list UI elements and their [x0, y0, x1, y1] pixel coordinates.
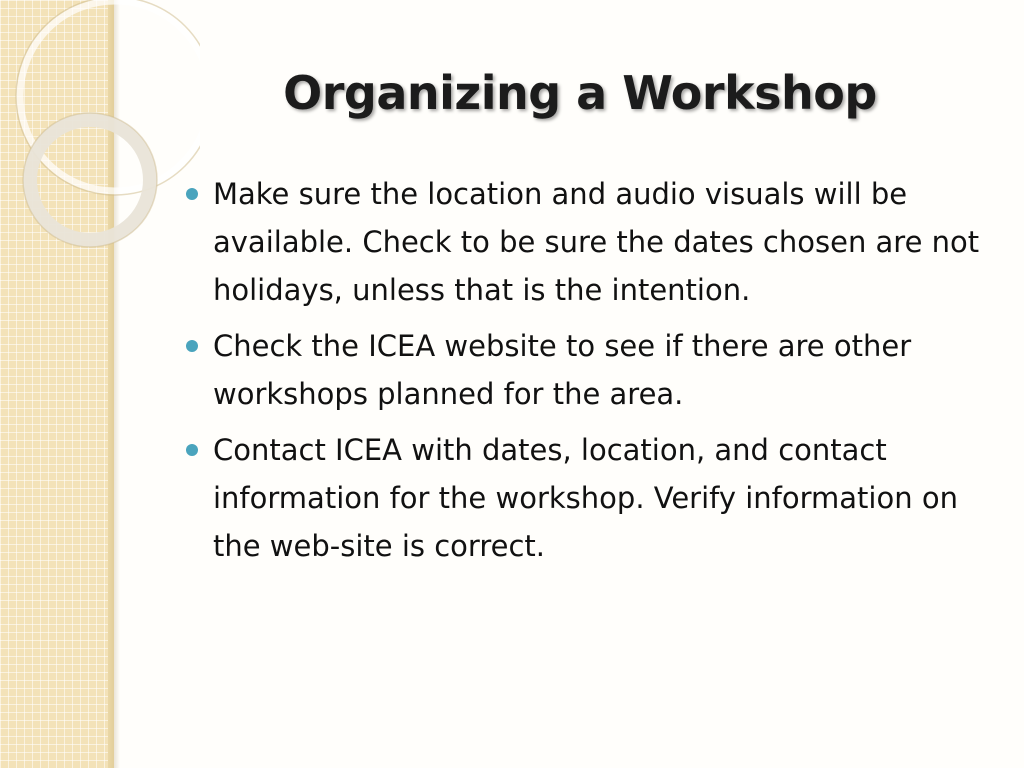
bullet-item-website: [186, 322, 996, 418]
decorative-ring-small-outline: [23, 113, 157, 247]
bullet-text: Check the ICEA website to see if there are other workshops planned for the area.: [213, 329, 912, 411]
bullet-text: Contact ICEA with dates, location, and contact information for the workshop. Verify information on the web-site is correct.: [213, 433, 958, 563]
bullet-dot-icon: [186, 188, 198, 200]
bullet-dot-icon: [186, 340, 198, 352]
bullet-item-location: [186, 170, 996, 314]
slide-title: Organizing a Workshop: [283, 66, 877, 120]
decorative-rings: [0, 0, 200, 300]
bullet-item-contact: [186, 426, 996, 570]
decorative-ring-small: [30, 120, 150, 240]
bullet-text: Make sure the location and audio visuals will be available. Check to be sure the dates chosen are not holidays, unless that is the intention.: [213, 177, 980, 307]
bullet-list: [186, 170, 996, 578]
decorative-ring-large: [20, 1, 200, 191]
bullet-dot-icon: [186, 444, 198, 456]
